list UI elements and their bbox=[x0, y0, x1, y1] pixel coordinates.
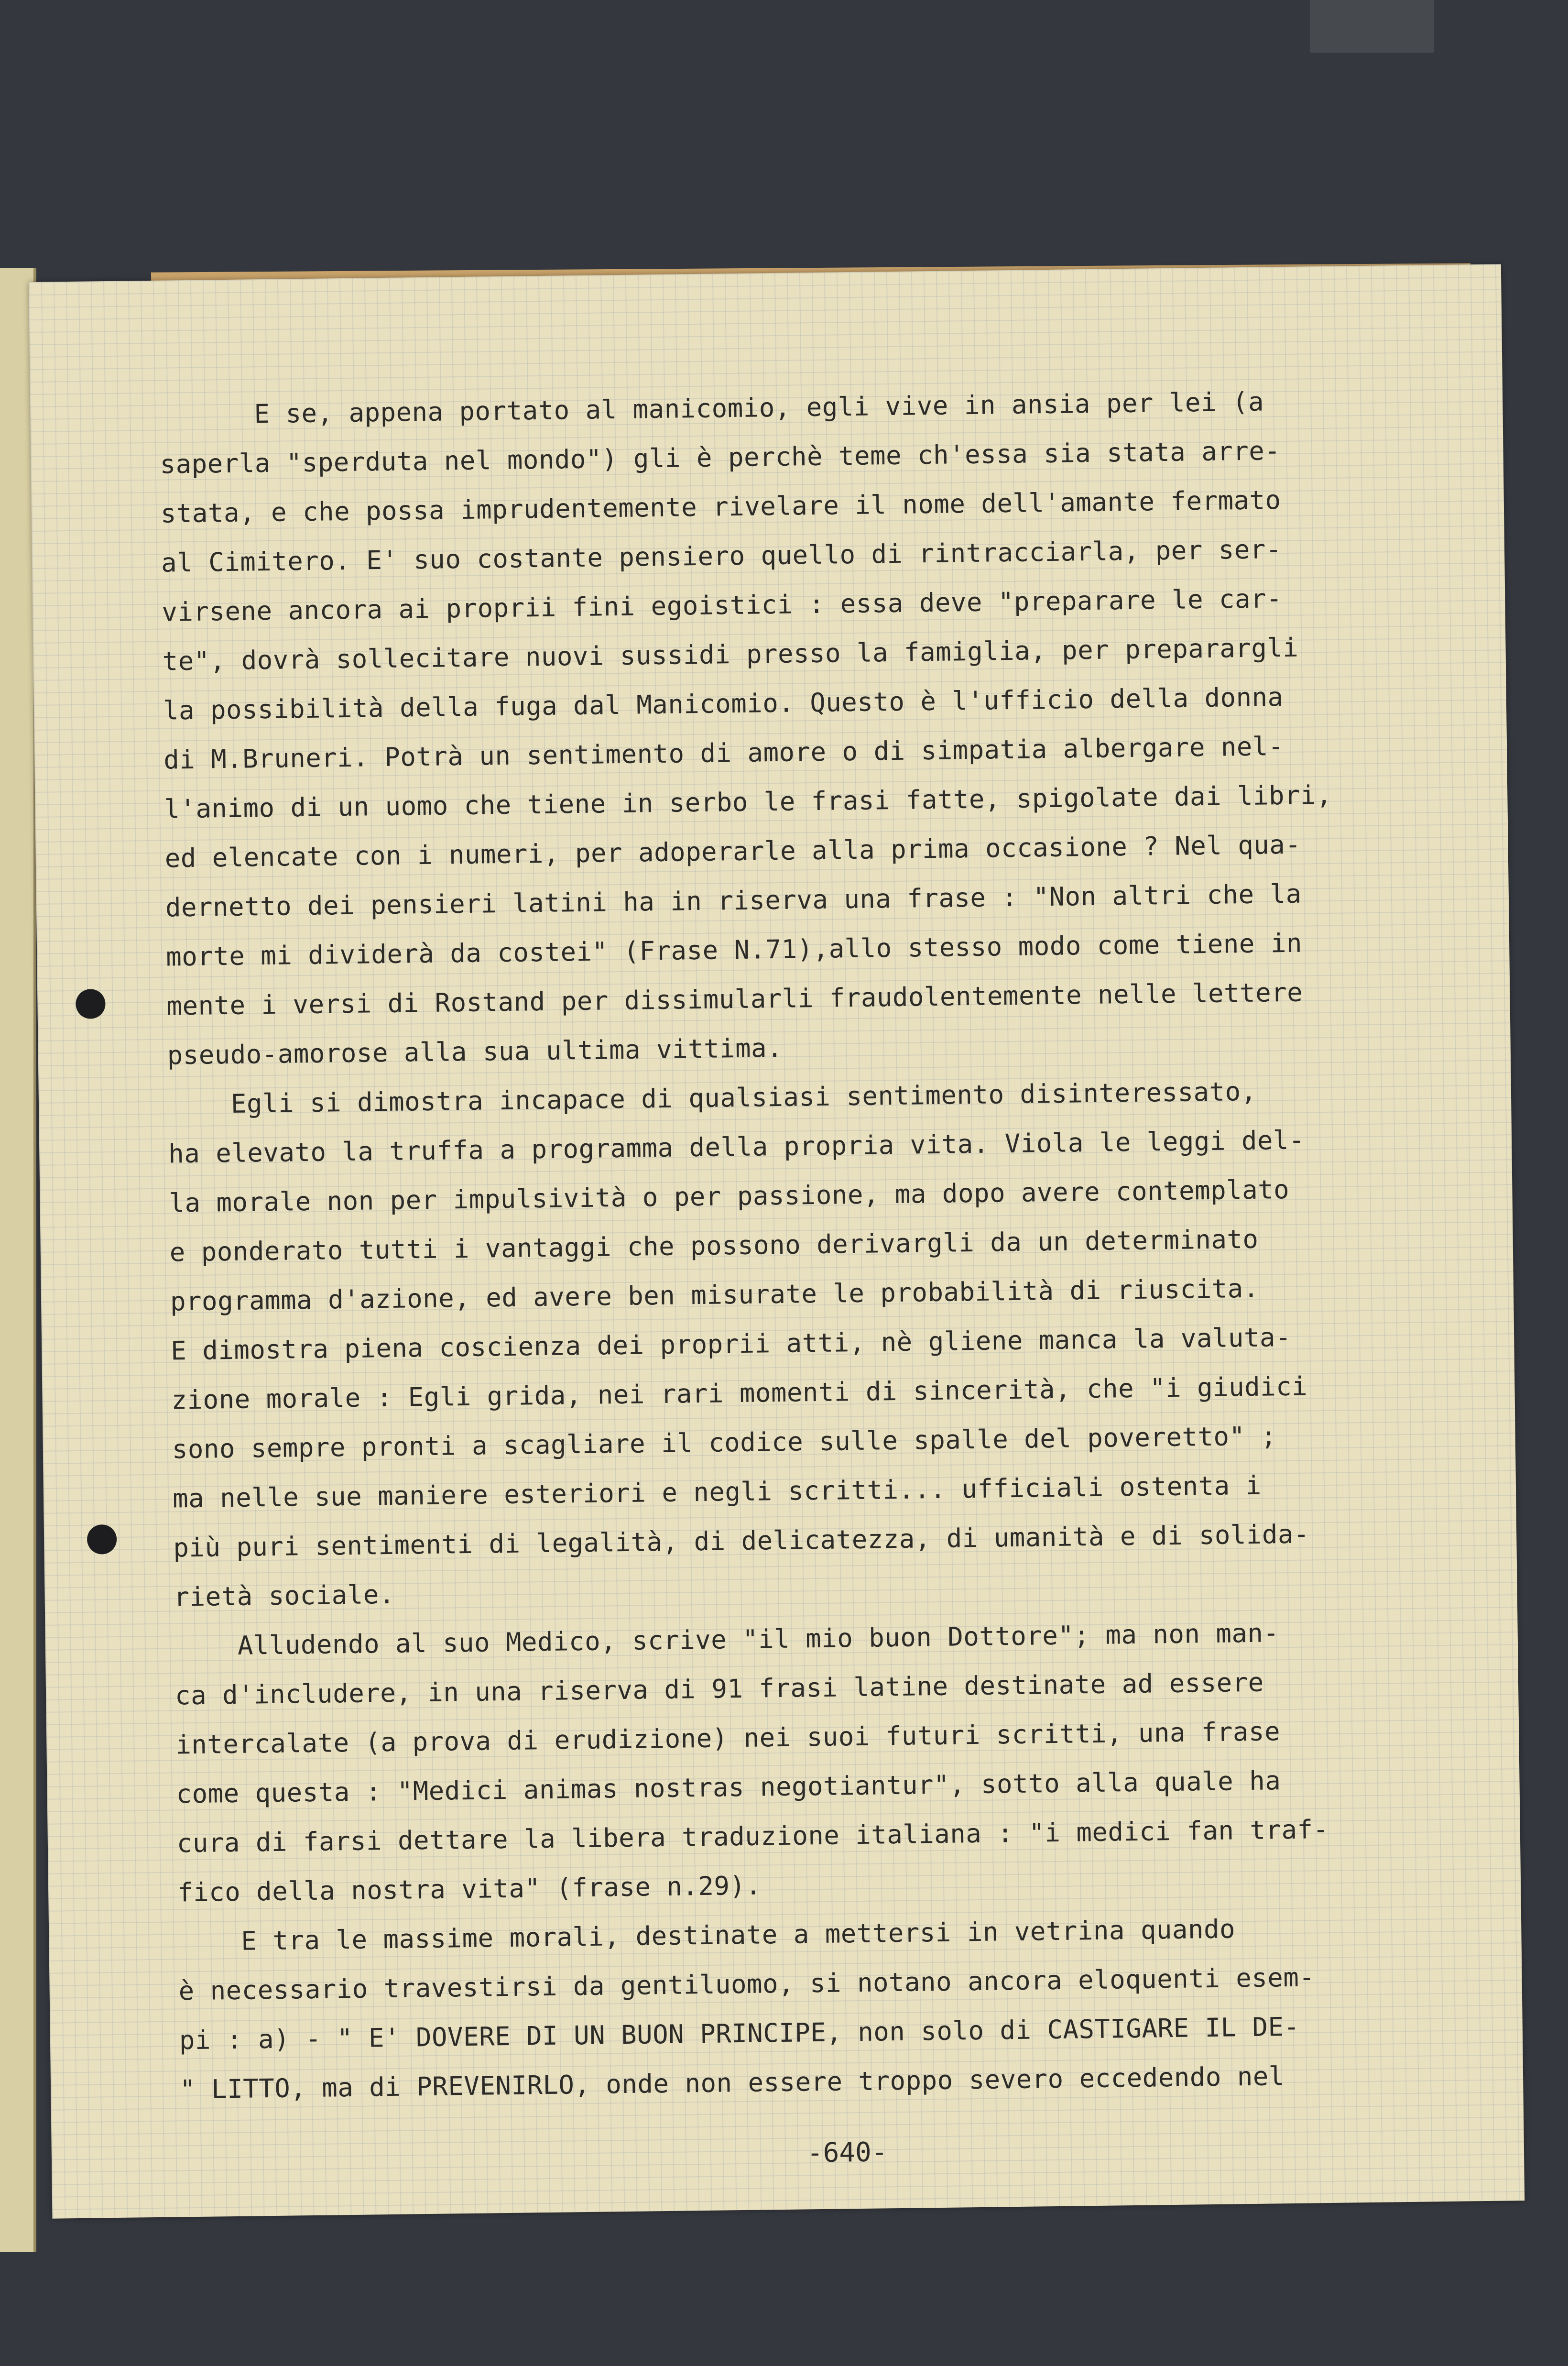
text-line: saperla "sperduta nel mondo") gli è perchè teme ch'essa sia stata arre- bbox=[160, 436, 1281, 480]
punch-hole-top bbox=[76, 989, 106, 1019]
text-line: fico della nostra vita" (frase n.29). bbox=[177, 1870, 762, 1908]
text-line: la possibilità della fuga dal Manicomio. Questo è l'ufficio della donna bbox=[163, 682, 1284, 726]
text-line: E tra le massime morali, destinate a mettersi in vetrina quando bbox=[178, 1914, 1236, 1957]
text-line: morte mi dividerà da costei" (Frase N.71),allo stesso modo come tiene in bbox=[165, 928, 1303, 972]
text-line: E dimostra piena coscienza dei proprii atti, nè gliene manca la valuta- bbox=[170, 1322, 1292, 1366]
text-line: come questa : "Medici animas nostras negotiantur", sotto alla quale ha bbox=[176, 1765, 1281, 1809]
text-line: dernetto dei pensieri latini ha in riserva una frase : "Non altri che la bbox=[165, 878, 1302, 923]
page-number: -640- bbox=[806, 2136, 888, 2169]
text-line: ma nelle sue maniere esteriori e negli scritti... ufficiali ostenta i bbox=[172, 1470, 1262, 1514]
text-line: al Cimitero. E' suo costante pensiero quello di rintracciarla, per ser- bbox=[161, 534, 1282, 578]
text-line: virsene ancora ai proprii fini egoistici : essa deve "preparare le car- bbox=[162, 583, 1283, 627]
text-line: cura di farsi dettare la libera traduzione italiana : "i medici fan traf- bbox=[176, 1814, 1329, 1859]
tape-strip bbox=[1310, 0, 1434, 53]
text-line: è necessario travestirsi da gentiluomo, si notano ancora eloquenti esem- bbox=[178, 1962, 1315, 2006]
text-line: la morale non per impulsività o per passione, ma dopo avere contemplato bbox=[169, 1174, 1290, 1218]
text-line: Egli si dimostra incapace di qualsiasi sentimento disinteressato, bbox=[167, 1076, 1257, 1120]
text-line: rietà sociale. bbox=[174, 1579, 395, 1612]
text-line: e ponderato tutti i vantaggi che possono derivargli da un determinato bbox=[169, 1224, 1259, 1268]
punch-hole-bottom bbox=[87, 1524, 117, 1555]
text-line: ca d'includere, in una riserva di 91 frasi latine destinate ad essere bbox=[174, 1667, 1264, 1711]
text-line: ha elevato la truffa a programma della propria vita. Viola le leggi del- bbox=[168, 1125, 1305, 1169]
text-line: programma d'azione, ed avere ben misurate le probabilità di riuscita. bbox=[170, 1273, 1260, 1317]
facing-page-edge bbox=[0, 268, 36, 2252]
text-line: te", dovrà sollecitare nuovi sussidi presso la famiglia, per preparargli bbox=[162, 632, 1299, 677]
text-line: E se, appena portato al manicomio, egli vive in ansia per lei (a bbox=[159, 386, 1264, 430]
text-line: di M.Bruneri. Potrà un sentimento di amore o di simpatia albergare nel- bbox=[163, 731, 1285, 775]
typewritten-page bbox=[29, 264, 1524, 2218]
text-line: " LITTO, ma di PREVENIRLO, onde non essere troppo severo eccedendo nel bbox=[179, 2061, 1285, 2105]
text-line: sono sempre pronti a scagliare il codice sulle spalle del poveretto" ; bbox=[172, 1421, 1277, 1465]
text-line: zione morale : Egli grida, nei rari momenti di sincerità, che "i giudici bbox=[171, 1371, 1308, 1415]
text-line: stata, e che possa imprudentemente rivelare il nome dell'amante fermato bbox=[160, 485, 1281, 529]
text-line: ed elencate con i numeri, per adoperarle alla prima occasione ? Nel qua- bbox=[164, 829, 1301, 874]
body-text bbox=[159, 375, 1471, 2114]
text-line: l'animo di un uomo che tiene in serbo le frasi fatte, spigolate dai libri, bbox=[164, 779, 1332, 824]
text-line: mente i versi di Rostand per dissimularli fraudolentemente nelle lettere bbox=[166, 977, 1303, 1021]
text-line: intercalate (a prova di erudizione) nei suoi futuri scritti, una frase bbox=[175, 1716, 1281, 1760]
text-line: pi : a) - " E' DOVERE DI UN BUON PRINCIPE, non solo di CASTIGARE IL DE- bbox=[179, 2011, 1300, 2056]
text-line: Alludendo al suo Medico, scrive "il mio buon Dottore"; ma non man- bbox=[174, 1618, 1279, 1662]
text-line: pseudo-amorose alla sua ultima vittima. bbox=[167, 1032, 783, 1071]
text-line: più puri sentimenti di legalità, di delicatezza, di umanità e di solida- bbox=[173, 1519, 1310, 1563]
